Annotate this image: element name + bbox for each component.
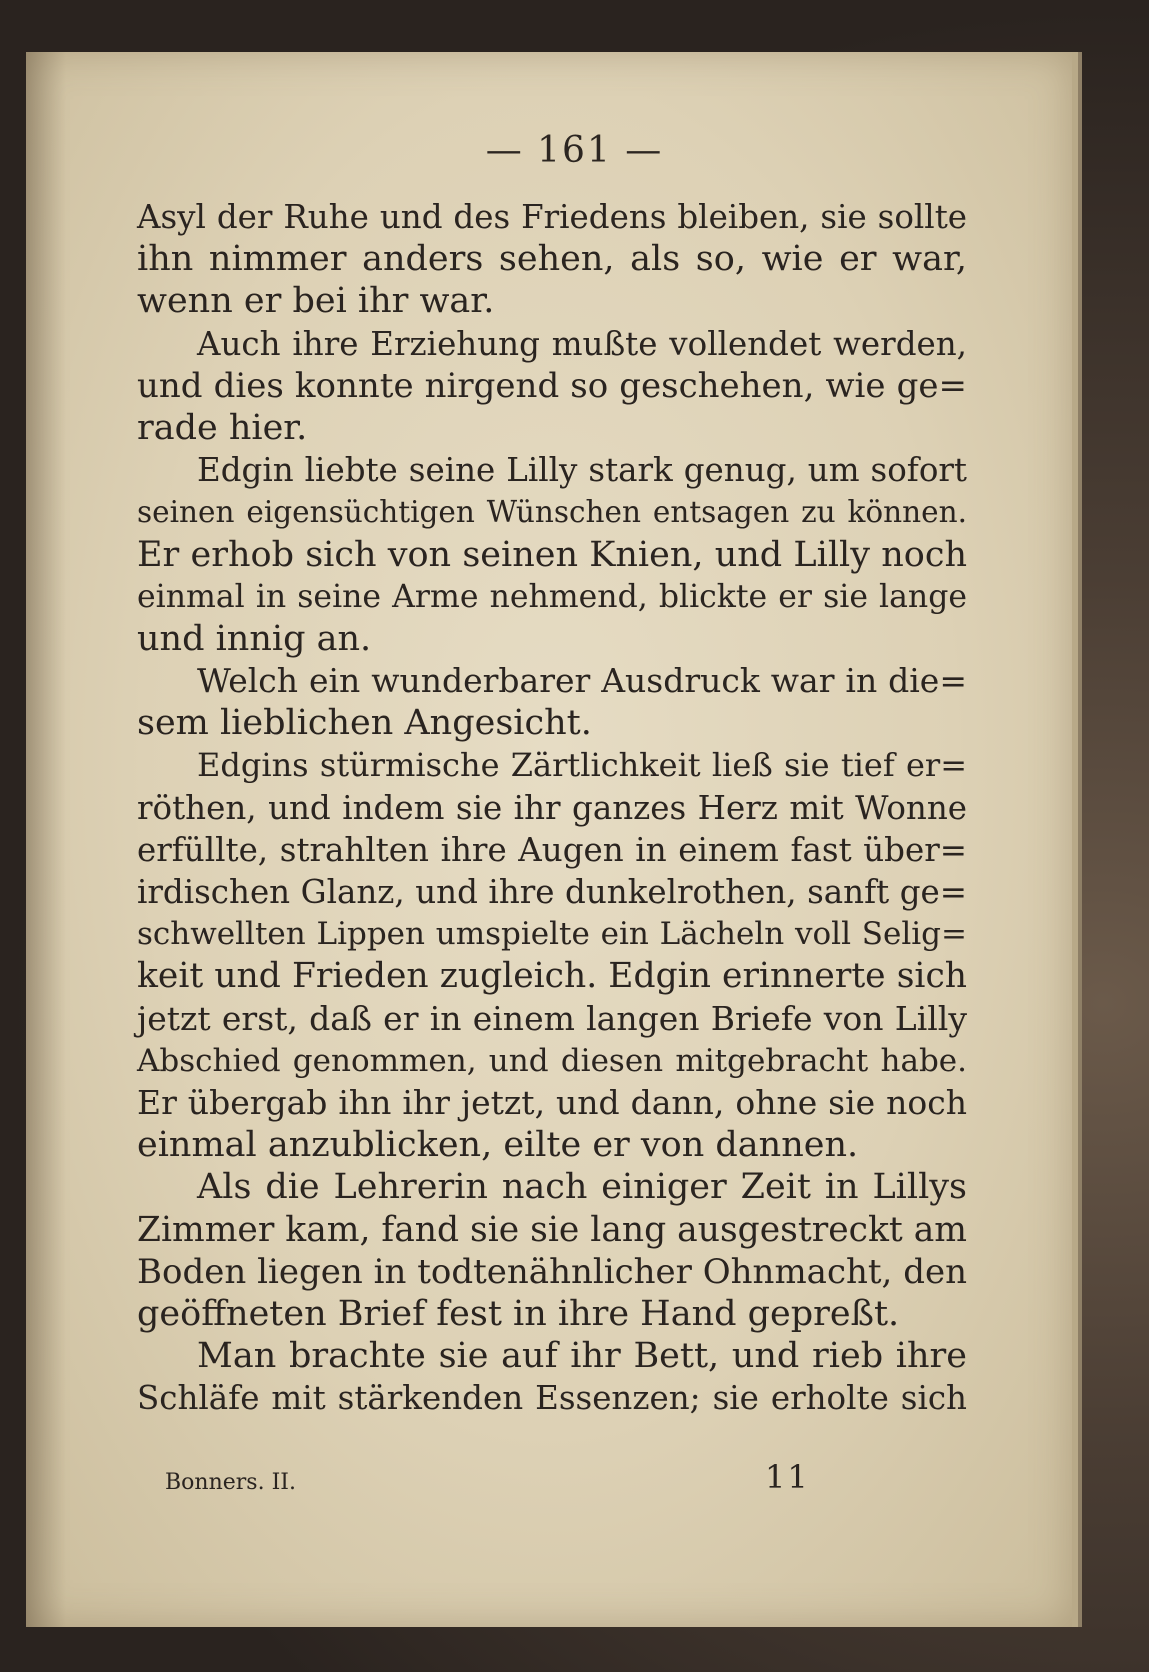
text-line: Schläfe mit stärkenden Essenzen; sie erholte sich	[137, 1379, 967, 1418]
text-line: röthen, und indem sie ihr ganzes Herz mit Wonne	[137, 788, 967, 827]
text-line: Zimmer kam, fand sie sie lang ausgestreckt am	[137, 1209, 967, 1250]
text-line: Edgins stürmische Zärtlichkeit ließ sie tief er=	[197, 746, 967, 785]
text-line: Als die Lehrerin nach einiger Zeit in Lillys	[197, 1167, 967, 1208]
text-line: Er erhob sich von seinen Knien, und Lilly noch	[137, 534, 967, 575]
text-line: irdischen Glanz, und ihre dunkelrothen, sanft ge=	[137, 873, 967, 911]
text-line: einmal in seine Arme nehmend, blickte er sie lange	[137, 578, 967, 615]
spine-shadow	[26, 52, 66, 1627]
page-number: — 161 —	[485, 130, 664, 171]
text-line: seinen eigensüchtigen Wünschen entsagen zu können.	[137, 495, 967, 530]
body-text	[137, 196, 967, 1419]
text-line: rade hier.	[137, 407, 308, 448]
text-line: Man brachte sie auf ihr Bett, und rieb ihre	[197, 1336, 967, 1377]
text-line: wenn er bei ihr war.	[137, 281, 495, 322]
text-line: geöffneten Brief fest in ihre Hand gepreßt.	[137, 1293, 900, 1334]
sheet-signature-number: 11	[765, 1458, 810, 1496]
text-line: und innig an.	[137, 618, 372, 659]
text-line: Asyl der Ruhe und des Friedens bleiben, sie sollte	[137, 198, 967, 236]
text-line: schwellten Lippen umspielte ein Lächeln voll Selig=	[137, 916, 967, 953]
printer-signature: Bonners. II.	[165, 1470, 296, 1495]
page-footer	[165, 1458, 845, 1502]
text-line: Abschied genommen, und diesen mitgebracht habe.	[137, 1042, 967, 1079]
text-line: keit und Frieden zugleich. Edgin erinnerte sich	[137, 956, 967, 997]
text-line: und dies konnte nirgend so geschehen, wie ge=	[137, 365, 967, 406]
text-line: einmal anzublicken, eilte er von dannen.	[137, 1125, 859, 1166]
text-line: erfüllte, strahlten ihre Augen in einem fast über=	[137, 830, 967, 869]
text-line: Welch ein wunderbarer Ausdruck war in die=	[197, 661, 967, 701]
text-line: Er übergab ihn ihr jetzt, und dann, ohne sie noch	[137, 1082, 967, 1122]
text-line: sem lieblichen Angesicht.	[137, 703, 592, 744]
text-line: Auch ihre Erziehung mußte vollendet werden,	[197, 324, 967, 363]
text-line: Edgin liebte seine Lilly stark genug, um sofort	[197, 451, 967, 490]
text-line: jetzt erst, daß er in einem langen Briefe von Lilly	[137, 998, 967, 1038]
text-line: ihn nimmer anders sehen, als so, wie er war,	[137, 239, 967, 280]
text-line: Boden liegen in todtenähnlicher Ohnmacht, den	[137, 1251, 967, 1292]
